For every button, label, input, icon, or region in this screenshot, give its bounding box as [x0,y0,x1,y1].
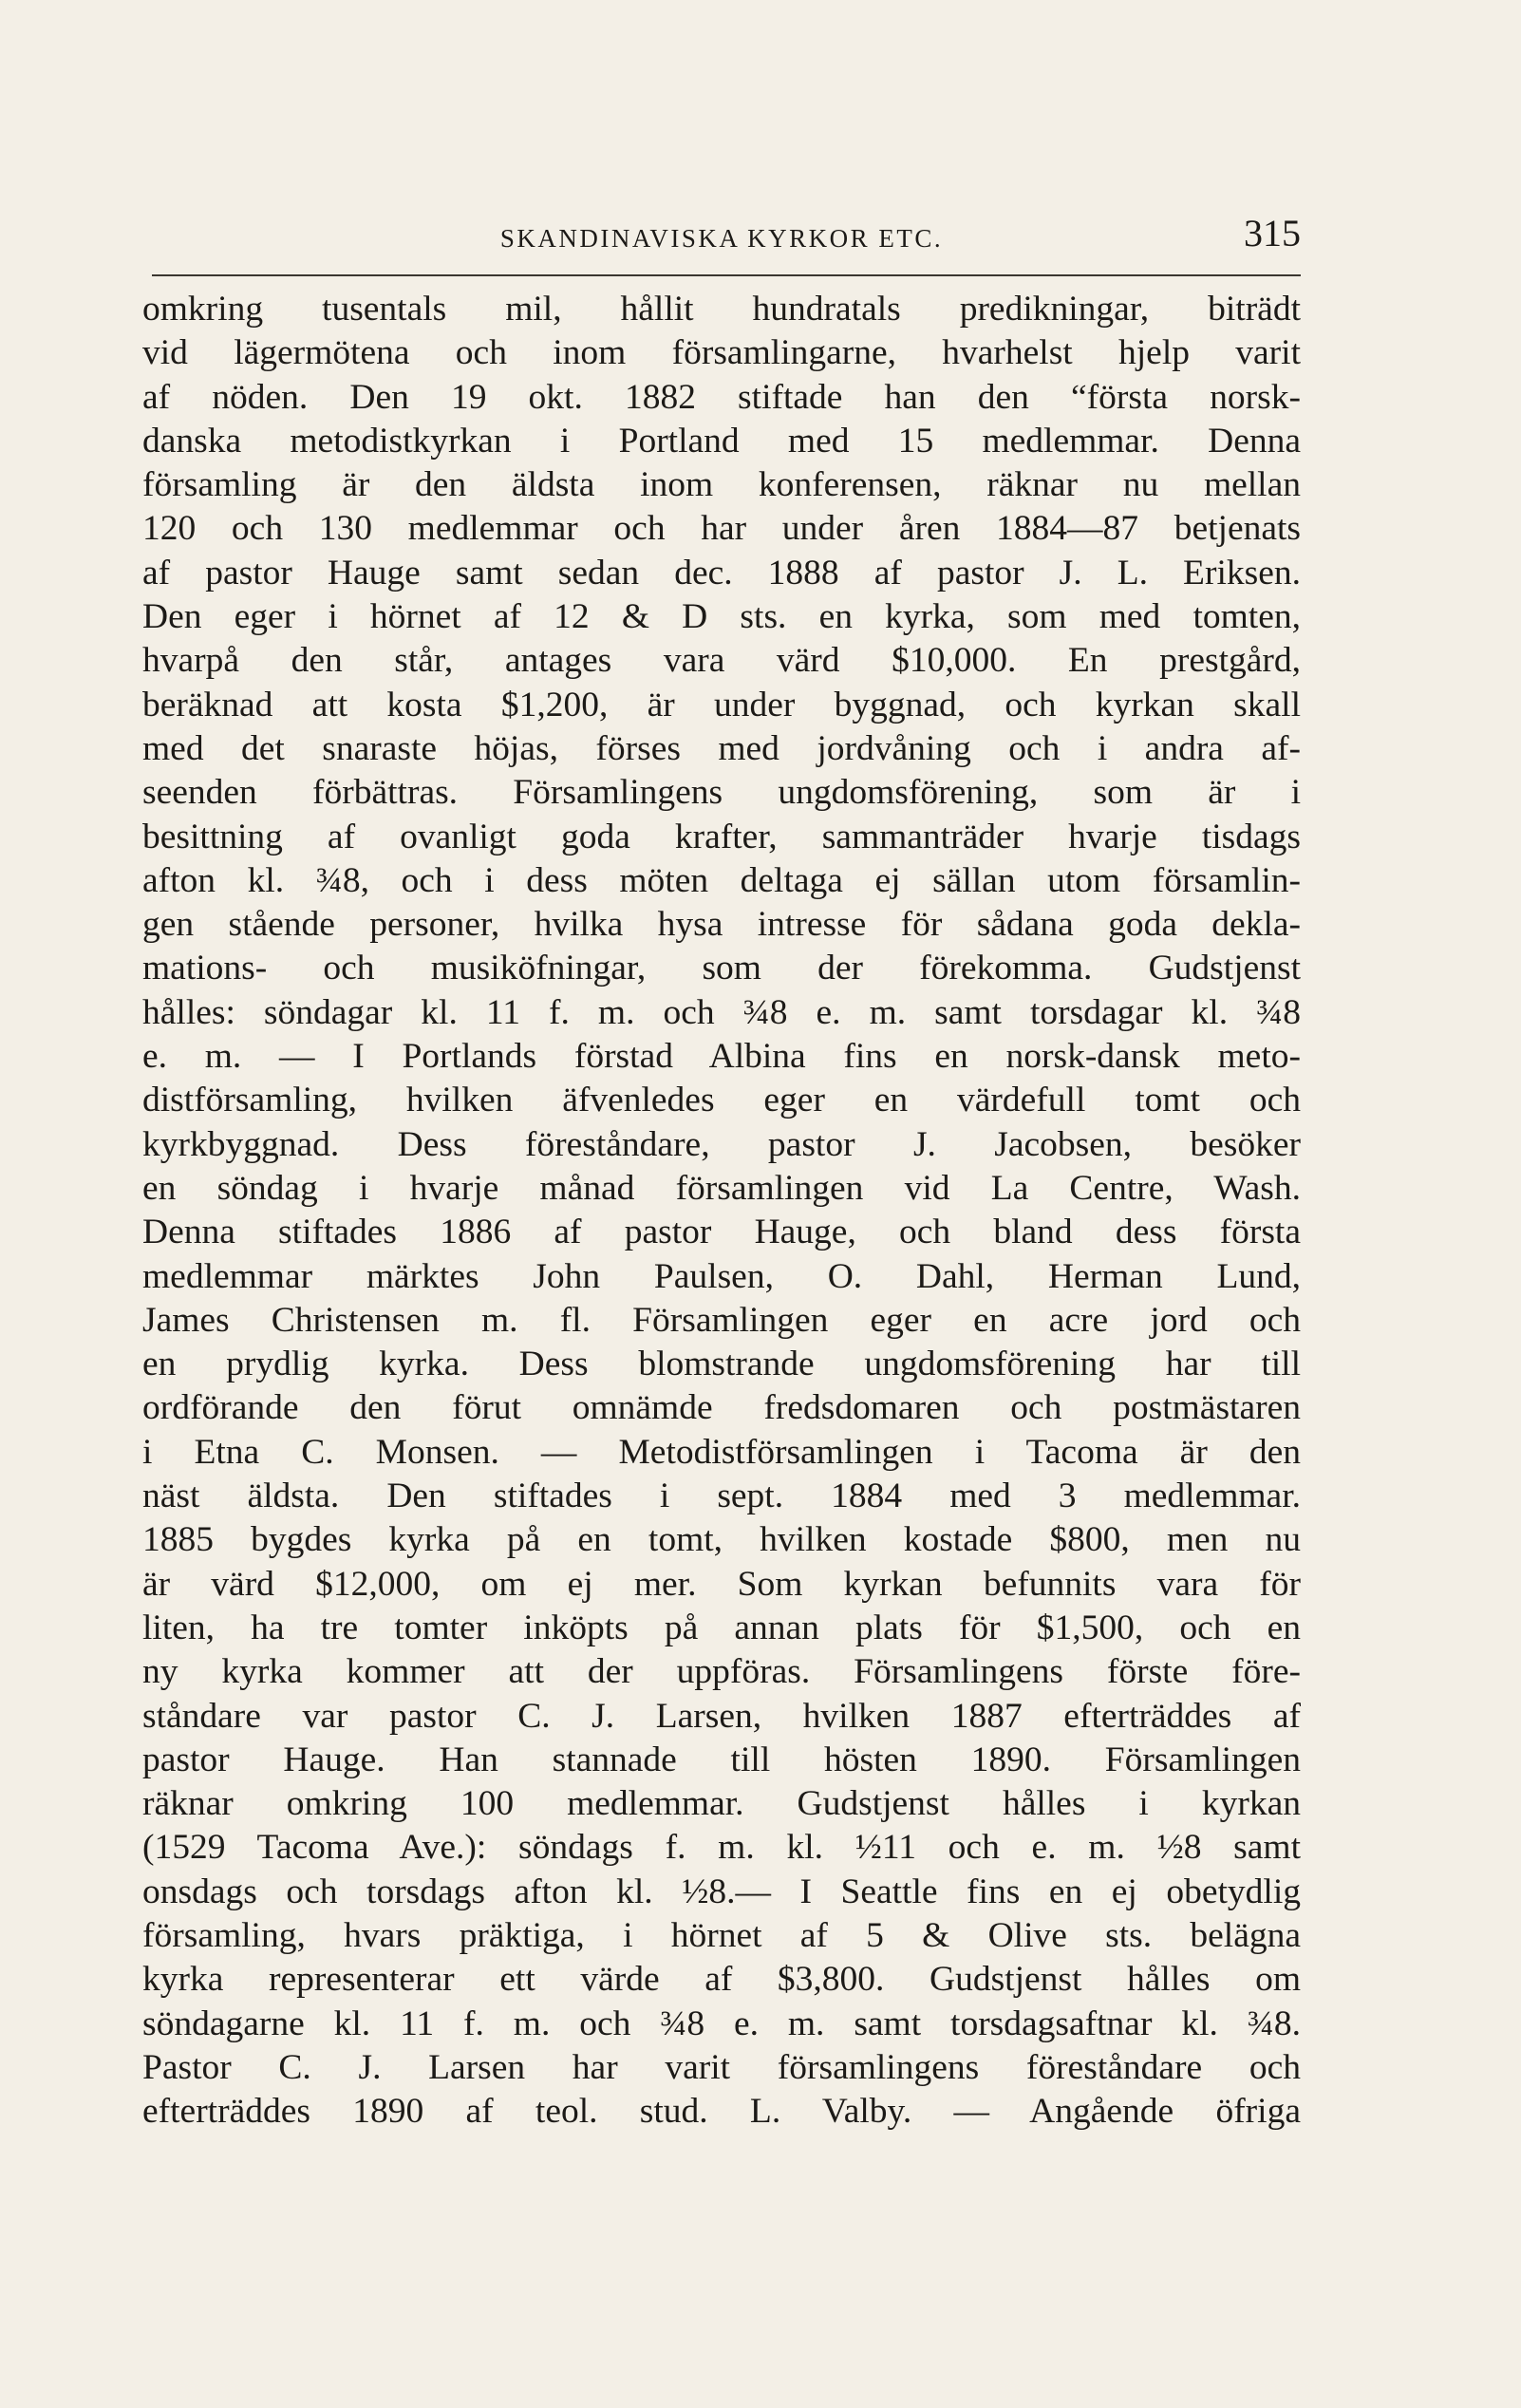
text-line: hålles: söndagar kl. 11 f. m. och ¾8 e. m. samt torsdagar kl. ¾8 [142,992,1301,1032]
text-line: danska metodistkyrkan i Portland med 15 medlemmar. Denna [142,421,1301,461]
text-line: vid lägermötena och inom församlingarne, hvarhelst hjelp varit [142,333,1301,373]
text-line: beräknad att kosta $1,200, är under byggnad, och kyrkan skall [142,685,1301,724]
text-line: mations- och musiköfningar, som der förekomma. Gudstjenst [142,949,1301,988]
text-line: hvarpå den står, antages vara värd $10,000. En prestgård, [142,641,1301,681]
text-line: efterträddes 1890 af teol. stud. L. Valby. — Angående öfriga [142,2092,1301,2132]
text-line: med det snaraste höjas, förses med jordvåning och i andra af- [142,728,1301,768]
text-line: omkring tusentals mil, hållit hundratals predikningar, biträdt [142,290,1301,329]
text-line: ordförande den förut omnämde fredsdomaren och postmästaren [142,1388,1301,1428]
text-line: kyrkbyggnad. Dess föreståndare, pastor J. Jacobsen, besöker [142,1124,1301,1164]
text-line: distförsamling, hvilken äfvenledes eger en värdefull tomt och [142,1081,1301,1120]
text-line: medlemmar märktes John Paulsen, O. Dahl, Herman Lund, [142,1256,1301,1296]
text-line: räknar omkring 100 medlemmar. Gudstjenst hålles i kyrkan [142,1784,1301,1824]
text-line: församling, hvars präktiga, i hörnet af 5 & Olive sts. belägna [142,1915,1301,1955]
text-line: en prydlig kyrka. Dess blomstrande ungdomsförening har till [142,1345,1301,1384]
text-line: seenden förbättras. Församlingens ungdomsförening, som är i [142,773,1301,813]
text-line: är värd $12,000, om ej mer. Som kyrkan befunnits vara för [142,1564,1301,1604]
running-head: SKANDINAVISKA KYRKOR ETC. [499,224,944,253]
text-line: näst äldsta. Den stiftades i sept. 1884 med 3 medlemmar. [142,1477,1301,1516]
body-text [142,288,1301,2134]
text-line: onsdags och torsdags afton kl. ½8.— I Seattle fins en ej obetydlig [142,1872,1301,1911]
text-line: församling är den äldsta inom konferensen, räknar nu mellan [142,465,1301,505]
text-line: e. m. — I Portlands förstad Albina fins en norsk-dansk meto- [142,1037,1301,1077]
text-line: James Christensen m. fl. Församlingen eger en acre jord och [142,1300,1301,1340]
text-line: af nöden. Den 19 okt. 1882 stiftade han den “första norsk- [142,377,1301,417]
text-line: gen stående personer, hvilka hysa intresse för sådana goda dekla- [142,905,1301,945]
text-line: ny kyrka kommer att der uppföras. Församlingens förste före- [142,1652,1301,1692]
text-line: en söndag i hvarje månad församlingen vid La Centre, Wash. [142,1168,1301,1208]
text-line: 1885 bygdes kyrka på en tomt, hvilken kostade $800, men nu [142,1520,1301,1560]
text-line: besittning af ovanligt goda krafter, sammanträder hvarje tisdags [142,817,1301,856]
page-number: 315 [1244,212,1301,254]
text-line: ståndare var pastor C. J. Larsen, hvilken 1887 efterträddes af [142,1696,1301,1736]
text-line: Den eger i hörnet af 12 & D sts. en kyrka, som med tomten, [142,597,1301,637]
text-line: af pastor Hauge samt sedan dec. 1888 af pastor J. L. Eriksen. [142,553,1301,593]
text-line: söndagarne kl. 11 f. m. och ¾8 e. m. samt torsdagsaftnar kl. ¾8. [142,2004,1301,2043]
text-line: pastor Hauge. Han stannade till hösten 1890. Församlingen [142,1740,1301,1779]
text-line: kyrka representerar ett värde af $3,800. Gudstjenst hålles om [142,1960,1301,2000]
text-line: afton kl. ¾8, och i dess möten deltaga ej sällan utom församlin- [142,860,1301,900]
page-header [142,211,1301,268]
header-rule [152,274,1301,276]
text-line: Denna stiftades 1886 af pastor Hauge, och bland dess första [142,1213,1301,1252]
text-line: liten, ha tre tomter inköpts på annan plats för $1,500, och en [142,1608,1301,1647]
text-line: Pastor C. J. Larsen har varit församlingens föreståndare och [142,2047,1301,2087]
text-line: i Etna C. Monsen. — Metodistförsamlingen i Tacoma är den [142,1432,1301,1472]
text-line: 120 och 130 medlemmar och har under åren 1884—87 betjenats [142,509,1301,549]
text-line: (1529 Tacoma Ave.): söndags f. m. kl. ½11 och e. m. ½8 samt [142,1828,1301,1868]
